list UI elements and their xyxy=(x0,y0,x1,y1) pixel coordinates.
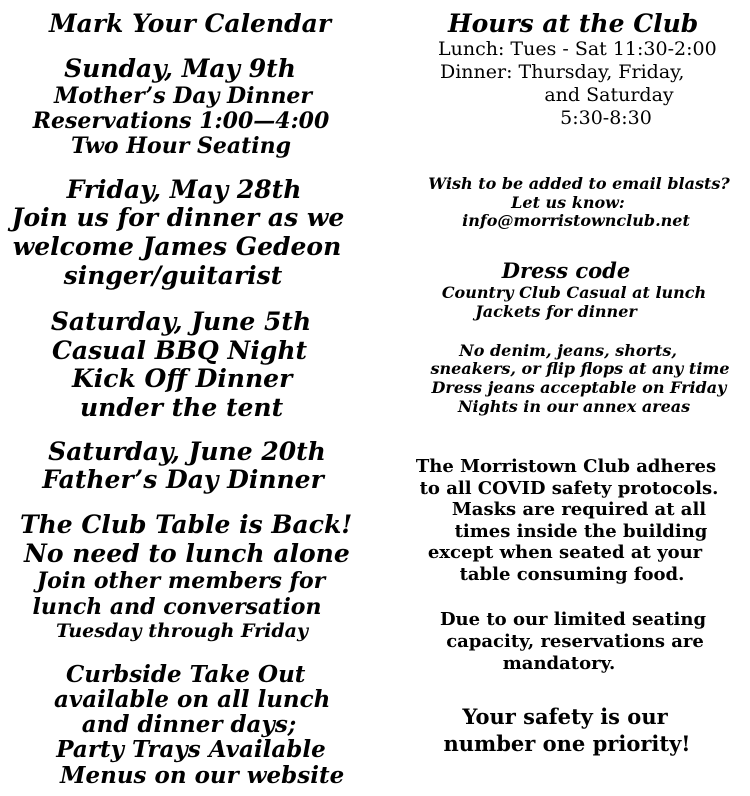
fathers-day-date: Saturday, June 20th xyxy=(48,437,326,466)
covid-line2: to all COVID safety protocols. xyxy=(419,478,719,499)
may28-date: Friday, May 28th xyxy=(66,175,302,204)
june5-date: Saturday, June 5th xyxy=(50,307,312,336)
dress-code-heading: Dress code xyxy=(501,258,631,283)
curbside-line4: Party Trays Available xyxy=(56,736,326,763)
hours-dinner-days: and Saturday xyxy=(544,84,674,106)
club-table-line2: No need to lunch alone xyxy=(24,539,350,568)
dress-line3: No denim, jeans, shorts, xyxy=(459,341,677,360)
covid-line5: except when seated at your xyxy=(427,542,703,563)
club-table-line3: Join other members for xyxy=(36,568,326,594)
seating-line3: mandatory. xyxy=(502,653,616,674)
mothers-day-date: Sunday, May 9th xyxy=(64,54,296,83)
june5-line2: Kick Off Dinner xyxy=(72,364,293,393)
may28-line2: welcome James Gedeon xyxy=(12,232,342,261)
hours-dinner: Dinner: Thursday, Friday, xyxy=(440,61,685,83)
curbside-line2: available on all lunch xyxy=(54,686,331,713)
mothers-day-title: Mother’s Day Dinner xyxy=(53,83,313,109)
dress-line1: Country Club Casual at lunch xyxy=(441,283,707,302)
dress-line2: Jackets for dinner xyxy=(475,302,637,321)
mark-your-calendar-heading: Mark Your Calendar xyxy=(49,9,331,38)
may28-line1: Join us for dinner as we xyxy=(11,203,345,232)
covid-line3: Masks are required at all xyxy=(451,499,707,520)
email-line1: Wish to be added to email blasts? xyxy=(428,174,730,193)
dress-line6: Nights in our annex areas xyxy=(457,397,691,416)
curbside-line5: Menus on our website xyxy=(60,762,345,789)
june5-line3: under the tent xyxy=(80,393,284,422)
dress-line4: sneakers, or flip flops at any time xyxy=(430,359,730,378)
fathers-day-title: Father’s Day Dinner xyxy=(42,465,324,494)
safety-line1: Your safety is our xyxy=(462,704,668,729)
hours-heading: Hours at the Club xyxy=(448,9,699,38)
hours-dinner-time: 5:30-8:30 xyxy=(560,107,652,129)
club-table-line1: The Club Table is Back! xyxy=(20,510,353,539)
dress-line5: Dress jeans acceptable on Friday xyxy=(431,378,727,397)
email-line2: Let us know: xyxy=(511,193,625,212)
mothers-day-seating: Two Hour Seating xyxy=(71,133,291,159)
june5-line1: Casual BBQ Night xyxy=(52,336,308,365)
may28-line3: singer/guitarist xyxy=(63,261,283,290)
covid-line4: times inside the building xyxy=(454,521,708,542)
curbside-line1: Curbside Take Out xyxy=(66,661,306,688)
seating-line2: capacity, reservations are xyxy=(446,631,704,652)
mothers-day-reservations: Reservations 1:00—4:00 xyxy=(32,108,330,134)
email-address: info@morristownclub.net xyxy=(462,211,690,230)
curbside-line3: and dinner days; xyxy=(81,711,297,738)
covid-line6: table consuming food. xyxy=(459,564,685,585)
club-table-line5: Tuesday through Friday xyxy=(55,620,309,642)
club-table-line4: lunch and conversation xyxy=(32,594,322,620)
safety-line2: number one priority! xyxy=(443,731,691,756)
covid-line1: The Morristown Club adheres xyxy=(415,456,717,477)
seating-line1: Due to our limited seating xyxy=(439,609,707,630)
hours-lunch: Lunch: Tues - Sat 11:30-2:00 xyxy=(438,38,717,60)
